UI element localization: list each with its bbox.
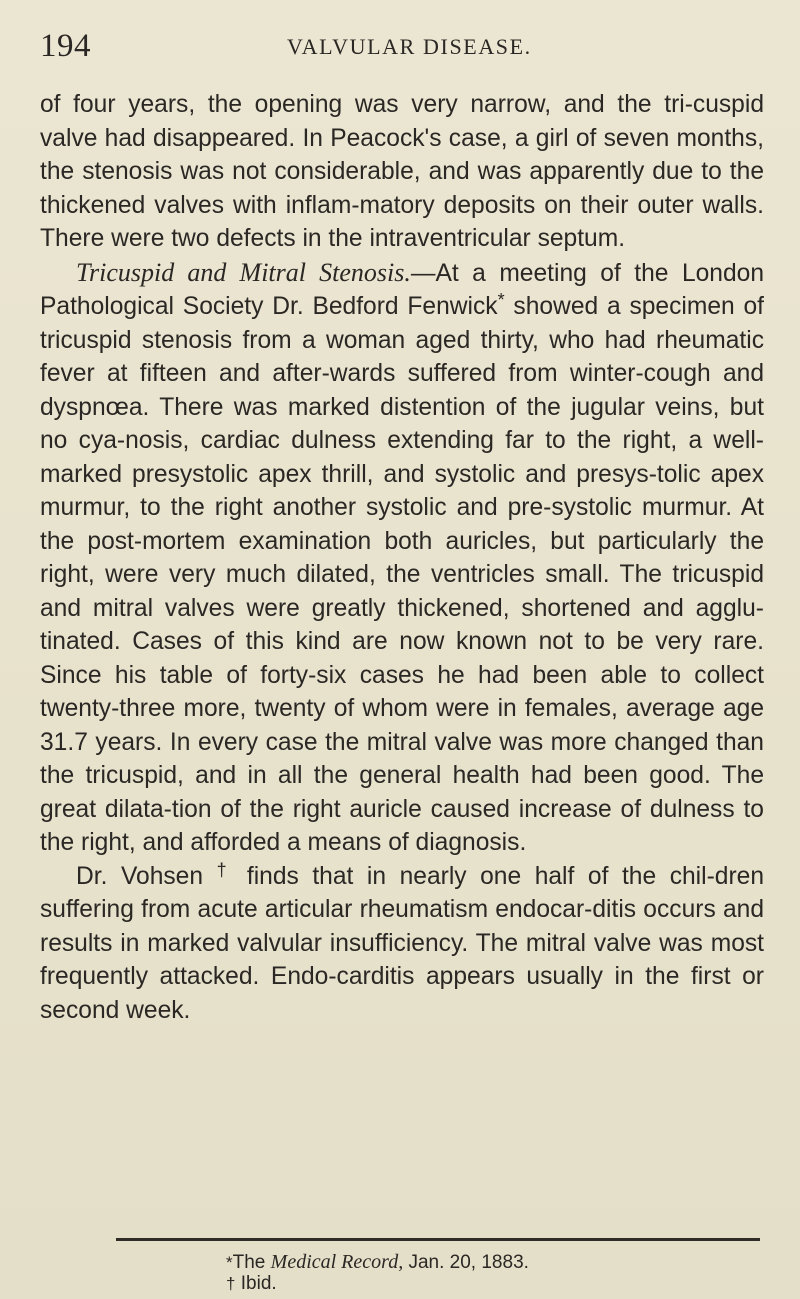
- paragraph-text: finds that in nearly one half of the chil-dren suffering from acute articular rheumatism endocar-ditis occurs and results in marked valvular insufficiency. The mitral valve was most frequently attacked. Endo-carditis appears usually in the first or second week.: [40, 862, 765, 1024]
- running-head: VALVULAR DISEASE.: [287, 34, 532, 59]
- footnote-reference: *: [497, 290, 505, 310]
- footnote-reference: †: [216, 859, 234, 880]
- paragraph-text: of four years, the opening was very narrow, and the tri-cuspid valve had disappeared. In Peacock's case, a girl of seven months, the stenosis was not considerable, and was apparently due to the thickened valves with inflam-matory deposits on their outer walls. There were two defects in the intraventricular septum.: [40, 91, 764, 252]
- body-text: [40, 88, 764, 1027]
- page-header: [40, 28, 760, 68]
- footnote-text: The: [232, 1252, 271, 1273]
- footnote-text: Ibid.: [235, 1273, 277, 1294]
- footnotes: [226, 1252, 529, 1294]
- footnote-divider: [116, 1238, 760, 1241]
- footnote-date: Jan. 20, 1883.: [403, 1252, 529, 1273]
- page-number: 194: [40, 28, 91, 64]
- footnote-source-title: Medical Record,: [270, 1251, 404, 1273]
- paragraph-vohsen: [40, 860, 764, 1028]
- footnote-symbol: *: [226, 1253, 233, 1272]
- paragraph-text: Dr. Vohsen: [76, 862, 217, 890]
- footnote-1: [226, 1252, 529, 1273]
- paragraph-text: —At a meeting of the London Pathological Society Dr. Bedford Fenwick: [40, 259, 765, 320]
- paragraph-text: showed a specimen of tricuspid stenosis from a woman aged thirty, who had rheumatic fever at fifteen and after-wards suffered from winter-cough and dyspnœa. There was marked distention of the jugular veins, but no cya-nosis, cardiac dulness extending far to the right, a well-marked presystolic apex thrill, and systolic and presys-tolic apex murmur, to the right another systolic and pre-systolic murmur. At the post-mortem examination both auricles, but particularly the right, were very much dilated, the ventricles small. The tricuspid and mitral valves were greatly thickened, shortened and agglu-tinated. Cases of this kind are now known not to be very rare. Since his table of forty-six cases he had been able to collect twenty-three more, twenty of whom were in females, average age 31.7 years. In every case the mitral valve was more changed than the tricuspid, and in all the general health had been good. The great dilata-tion of the right auricle caused increase of dulness to the right, and afforded a means of diagnosis.: [40, 293, 764, 856]
- footnote-2: [226, 1273, 529, 1294]
- section-heading: Tricuspid and Mitral Stenosis.: [76, 257, 411, 287]
- footnote-symbol: †: [226, 1274, 236, 1293]
- paragraph-tricuspid-mitral-stenosis: [40, 256, 764, 860]
- paragraph-continuation: [40, 88, 764, 256]
